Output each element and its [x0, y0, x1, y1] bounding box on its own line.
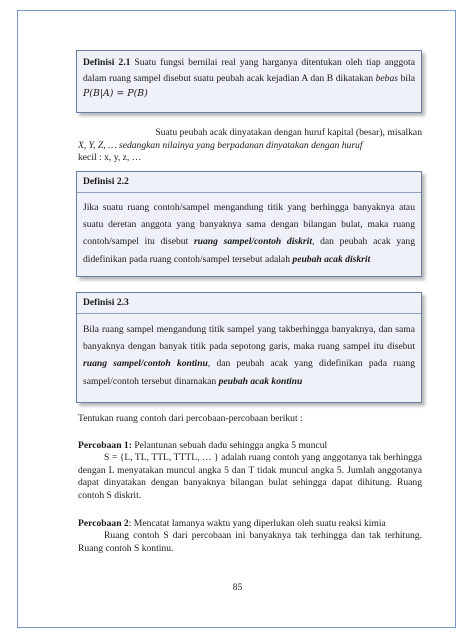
random-variable-paragraph [78, 127, 422, 165]
experiment-1 [78, 440, 422, 502]
definition-text: Suatu fungsi bernilai real yang harganya ditentukan oleh tiap anggota dalam ruang sampel disebut suatu peubah acak kejadian A dan B dikatakan [83, 57, 415, 84]
term-continuous-sample-space: ruang sampel/contoh kontinu [83, 358, 208, 370]
paragraph-line [78, 140, 422, 153]
definition-2-1-box [76, 50, 422, 113]
definition-2-2-box [76, 171, 422, 277]
term-bebas: bebas [375, 72, 399, 84]
experiment-title: Pelantunan sebuah dadu sehingga angka 5 muncul [134, 440, 328, 451]
definition-body [77, 314, 421, 393]
definition-title: Definisi 2.2 [77, 172, 421, 193]
experiment-2 [78, 518, 422, 555]
experiment-heading [78, 518, 422, 530]
experiment-label: Percobaan 1: [78, 440, 132, 451]
formula: P(B|A) = P(B) [83, 88, 148, 100]
page-number: 85 [232, 582, 243, 593]
term-discrete-random-variable: peubah acak diskrit [292, 253, 371, 265]
instruction-text: Tentukan ruang contoh dari percobaan-percobaan berikut : [78, 413, 303, 424]
definition-text: Bila ruang sampel mengandung titik sampel yang takberhingga banyaknya, dan sama banyaknya dengan banyak titik pada sepotong garis, maka ruang sampel itu disebut [83, 324, 415, 353]
experiment-body: Ruang contoh S dari percobaan ini banyaknya tak terhingga dan tak terhitung. Ruang contoh S kontinu. [78, 530, 422, 554]
paragraph-line: kecil : x, y, z, … [78, 152, 142, 164]
definition-body [77, 193, 421, 271]
bila-text: bila [400, 72, 415, 84]
term-continuous-random-variable: peubah acak kontinu [218, 375, 303, 387]
definition-title: Definisi 2.3 [77, 293, 421, 314]
paragraph-line: Suatu peubah acak dinyatakan dengan huruf kapital (besar), misalkan [155, 127, 422, 138]
paragraph-line-text: X, Y, Z, … sedangkan nilainya yang berpadanan dinyatakan dengan huruf [78, 139, 363, 151]
experiment-heading [78, 440, 422, 452]
experiment-body: S = {L, TL, TTL, TTTL, … } adalah ruang contoh yang anggotanya tak berhingga dengan L menyatakan muncul angka 5 dan T tidak muncul angka 5. Jumlah anggotanya dapat dinyatakan dengan banyaknya bilangan bulat sehingga dapat dihitung. Ruang contoh S diskrit. [78, 452, 422, 501]
definition-text: Jika suatu ruang contoh/sampel mengandung titik yang berhingga banyaknya atau suatu deretan anggota yang banyaknya sama dengan bilangan bulat, maka ruang contoh/sampel itu disebut [83, 202, 415, 248]
definition-title: Definisi 2.1 [83, 57, 131, 68]
experiment-label: Percobaan 2 [78, 518, 129, 529]
term-discrete-sample-space: ruang sampel/contoh diskrit [193, 236, 312, 248]
definition-text: , dan peubah acak yang didefinikan pada ruang sampel/contoh tersebut dinamakan [83, 358, 416, 387]
definition-2-3-box [76, 292, 422, 403]
experiment-title: : Mencatat lamanya waktu yang diperlukan oleh suatu reaksi kimia [128, 518, 386, 529]
definition-text: , dan peubah acak yang didefinikan pada ruang contoh/sampel tersebut adalah [83, 236, 415, 265]
